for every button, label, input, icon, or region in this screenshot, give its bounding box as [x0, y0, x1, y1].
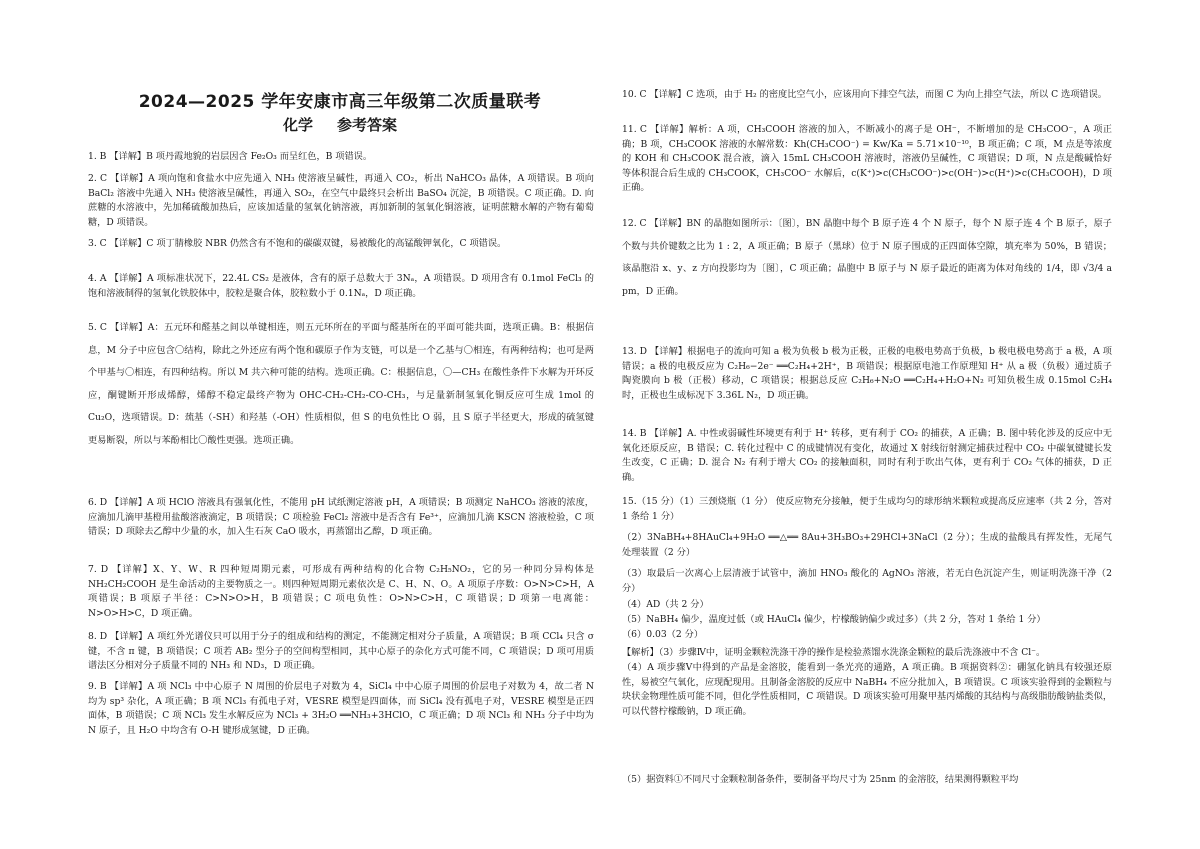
answer-item-12: 12. C 【详解】BN 的晶胞如图所示：〔图〕，BN 晶胞中每个 B 原子连 4 个 N 原子，每个 N 原子连 4 个 B 原子，原子个数与共价键数之比为 1 : 2，A 项正确；B 原子（黑球）位于 N 原子围成的正四面体空隙，填充率为 50%，B 错误；该晶胞沿 x、y、z 方向投影均为〔图〕，C 项正确；晶胞中 B 原子与 N 原子最近的距离为体对角线的 1/4，即 √3/4 a pm，D 正确。: [622, 218, 1112, 297]
answer-item-13: 13. D 【详解】根据电子的流向可知 a 极为负极 b 极为正极，正极的电极电势高于负极，b 极电极电势高于 a 极，A 项错误；a 极的电极反应为 C₂H₆−2e⁻ ══C₂H₄+2H⁺，B 项错误；根据原电池工作原理知 H⁺ 从 a 极（负极）通过质子陶瓷膜向 b 极（正极）移动，C 项错误；根据总反应 C₂H₆+N₂O ══C₂H₄+H₂O+N₂ 可知负极生成 0.15mol C₂H₄ 时，正极也生成标况下 3.36L N₂，D 项正确。: [622, 346, 1112, 401]
page-subtitle: [120, 114, 560, 135]
answer-item-8: 8. D 【详解】A 项红外光谱仪只可以用于分子的组成和结构的测定，不能测定相对分子质量，A 项错误；B 项 CCl₄ 只含 σ 键，不含 π 键，B 项错误；C 项若 AB₂ 型分子的空间构型相同，其中心原子的杂化方式可能不同，C 项错误；D 项可用质谱法区分相对分子质量不同的 NH₃ 和 ND₃，D 项正确。: [88, 631, 594, 672]
answer-item-5: 5. C 【详解】A：五元环和醛基之间以单键相连，则五元环所在的平面与醛基所在的平面可能共面，选项正确。B：根据信息，M 分子中应包含〇结构，除此之外还应有两个饱和碳原子作为支链，可以是一个乙基与〇相连，有两种结构；也可是两个甲基与〇相连，有四种结构。所以 M 共六种可能的结构。选项正确。C：根据信息，〇—CH₃ 在酸性条件下水解为开环反应，酮键断开形成烯醇，烯醇不稳定最终产物为 OHC-CH₂-CH₂-CO-CH₃，与足量新制氢氧化铜反应可生成 1mol 的 Cu₂O，选项错误。D：巯基（-SH）和羟基（-OH）性质相似，但 S 的电负性比 O 弱，且 S 原子半径更大，形成的硫氢键更易断裂，所以与苯酚相比〇酸性更强。选项正确。: [88, 322, 594, 446]
analysis-4: （4）A 项步骤Ⅴ中得到的产品是金溶胶，能看到一条光亮的通路，A 项正确。B 项据资料②：硼氢化钠具有较强还原性，易被空气氧化，应现配现用。且制备金溶胶的反应中 NaBH₄ 不应分批加入，B 项错误。C 项该实验得到的金颗粒与块状金物理性质可能不同，但化学性质相同，C 项错误。D 项该实验可用聚甲基丙烯酸的其结构与高级脂肪酸钠盐类似，可以代替柠檬酸钠，D 项正确。: [622, 662, 1112, 717]
answer-item-10: 10. C 【详解】C 选项，由于 H₂ 的密度比空气小，应该用向下排空气法，而图 C 为向上排空气法，所以 C 选项错误。: [622, 89, 1107, 100]
answer-item-14: 14. B 【详解】A. 中性或弱碱性环境更有利于 H⁺ 转移，更有利于 CO₂ 的捕获，A 正确；B. 图中转化涉及的反应中无氧化还原反应，B 错误；C. 转化过程中 C 的成键情况有变化，故通过 X 射线衍射测定捕获过程中 CO₂ 中碳氧键键长发生改变，C 正确；D. 混合 N₂ 有利于增大 CO₂ 的接触面积，同时有利于吹出气体，更有利于 CO₂ 气体的捕获，D 正确。: [622, 428, 1112, 483]
answer-item-6: 6. D 【详解】A 项 HClO 溶液具有强氧化性，不能用 pH 试纸测定溶液 pH，A 项错误；B 项测定 NaHCO₃ 溶液的浓度，应滴加几滴甲基橙用盐酸溶液滴定，B 项错误；C 项检验 FeCl₂ 溶液中是否含有 Fe³⁺，应滴加几滴 KSCN 溶液检验，C 项错误；D 项除去乙醇中少量的水，加入生石灰 CaO 吸水，再蒸馏出乙醇，D 项正确。: [88, 497, 594, 538]
analysis-5: （5）据资料①不同尺寸金颗粒制备条件，要制备平均尺寸为 25nm 的金溶胶，结果测得颗粒平均: [622, 774, 1019, 785]
page-title: 2024—2025 学年安康市高三年级第二次质量联考: [138, 92, 542, 112]
answer-item-9: 9. B 【详解】A 项 NCl₃ 中中心原子 N 周围的价层电子对数为 4，SiCl₄ 中中心原子周围的价层电子对数为 4，故二者 N 均为 sp³ 杂化，A 项正确；B 项 NCl₃ 有孤电子对，VESRE 模型是四面体，而 SiCl₄ 没有孤电子对，VESRE 模型是正四面体，B 项错误；C 项 NCl₃ 发生水解反应为 NCl₃ + 3H₂O ══NH₃+3HClO，C 项正确；D 项 NCl₃ 和 NH₃ 分子中均为 N 原子，且 H₂O 中均含有 O-H 键形成氢键，D 正确。: [88, 681, 594, 736]
answer-item-15-5: （5）NaBH₄ 偏少，温度过低（或 HAuCl₄ 偏少，柠檬酸钠偏少或过多）（共 2 分，答对 1 条给 1 分）: [622, 614, 1046, 625]
answer-item-15-6: （6）0.03（2 分）: [622, 629, 704, 640]
answer-item-2: 2. C 【详解】A 项向饱和食盐水中应先通入 NH₃ 使溶液呈碱性，再通入 CO₂，析出 NaHCO₃ 晶体，A 项错误。B 项向 BaCl₂ 溶液中先通入 NH₃ 使溶液呈碱性，再通入 SO₂，在空气中最终只会析出 BaSO₄ 沉淀，B 项错误。C 项正确。D. 向蔗糖的水溶液中，先加稀硫酸加热后，应该加适量的氢氧化钠溶液，再加新制的氢氧化铜溶液，证明蔗糖水解的产物有葡萄糖，D 项错误。: [88, 173, 594, 228]
answer-item-3: 3. C 【详解】C 项丁腈橡胶 NBR 仍然含有不饱和的碳碳双键，易被酸化的高锰酸钾氧化，C 项错误。: [88, 238, 507, 249]
answer-item-15-4: （4）AD（共 2 分）: [622, 599, 709, 610]
answer-item-11: 11. C 【详解】解析：A 项，CH₃COOH 溶液的加入，不断减小的离子是 OH⁻，不断增加的是 CH₃COO⁻，A 项正确；B 项，CH₃COOK 溶液的水解常数：Kh(CH₃COO⁻) = Kw/Ka = 5.71×10⁻¹⁰，B 项正确；C 项，M 点是等浓度的 KOH 和 CH₃COOK 混合液，滴入 15mL CH₃COOH 溶液时，溶液仍呈碱性，C 项错误；D 项，N 点是酸碱恰好等体积混合后生成的 CH₃COOK，CH₃COO⁻ 水解后，c(K⁺)>c(CH₃COO⁻)>c(OH⁻)>c(H⁺)>c(CH₃COOH)，D 项正确。: [622, 124, 1112, 194]
answer-item-7: 7. D 【详解】X、Y、W、R 四种短周期元素，可形成有两种结构的化合物 C₂H₅NO₂，它的另一种同分异构体是 NH₂CH₂COOH 是生命活动的主要物质之一。则四种短周期元素依次是 C、H、N、O。A 项原子序数：O>N>C>H，A 项错误；B 项原子半径：C>N>O>H，B 项错误；C 项电负性：O>N>C>H，C 项错误；D 项第一电离能：N>O>H>C，D 项正确。: [88, 564, 594, 619]
subject-label: 化学: [282, 116, 313, 134]
answer-item-1: 1. B 【详解】B 项丹霞地貌的岩层因含 Fe₂O₃ 而呈红色，B 项错误。: [88, 151, 373, 162]
answer-key-label: 参考答案: [337, 116, 398, 134]
answer-item-15-2: （2）3NaBH₄+8HAuCl₄+9H₂O ══△══ 8Au+3H₃BO₃+29HCl+3NaCl（2 分）；生成的盐酸具有挥发性，无尾气处理装置（2 分）: [622, 532, 1112, 558]
answer-item-15-3: （3）取最后一次离心上层清液于试管中，滴加 HNO₃ 酸化的 AgNO₃ 溶液，若无白色沉淀产生，则证明洗涤干净（2 分）: [622, 568, 1112, 594]
answer-item-4: 4. A 【详解】A 项标准状况下，22.4L CS₂ 是液体，含有的原子总数大于 3Nₐ，A 项错误。D 项用含有 0.1mol FeCl₃ 的饱和溶液制得的氢氧化铁胶体中，胶粒是聚合体，胶粒数小于 0.1Nₐ，D 项正确。: [88, 273, 594, 299]
analysis-3: 【解析】（3）步骤Ⅳ中，证明金颗粒洗涤干净的操作是检验蒸馏水洗涤金颗粒的最后洗涤液中不含 Cl⁻。: [622, 647, 1046, 658]
answer-item-15-1: 15.（15 分）（1）三颈烧瓶（1 分） 使反应物充分接触，便于生成均匀的球形纳米颗粒或提高反应速率（共 2 分，答对 1 条给 1 分）: [622, 496, 1112, 522]
